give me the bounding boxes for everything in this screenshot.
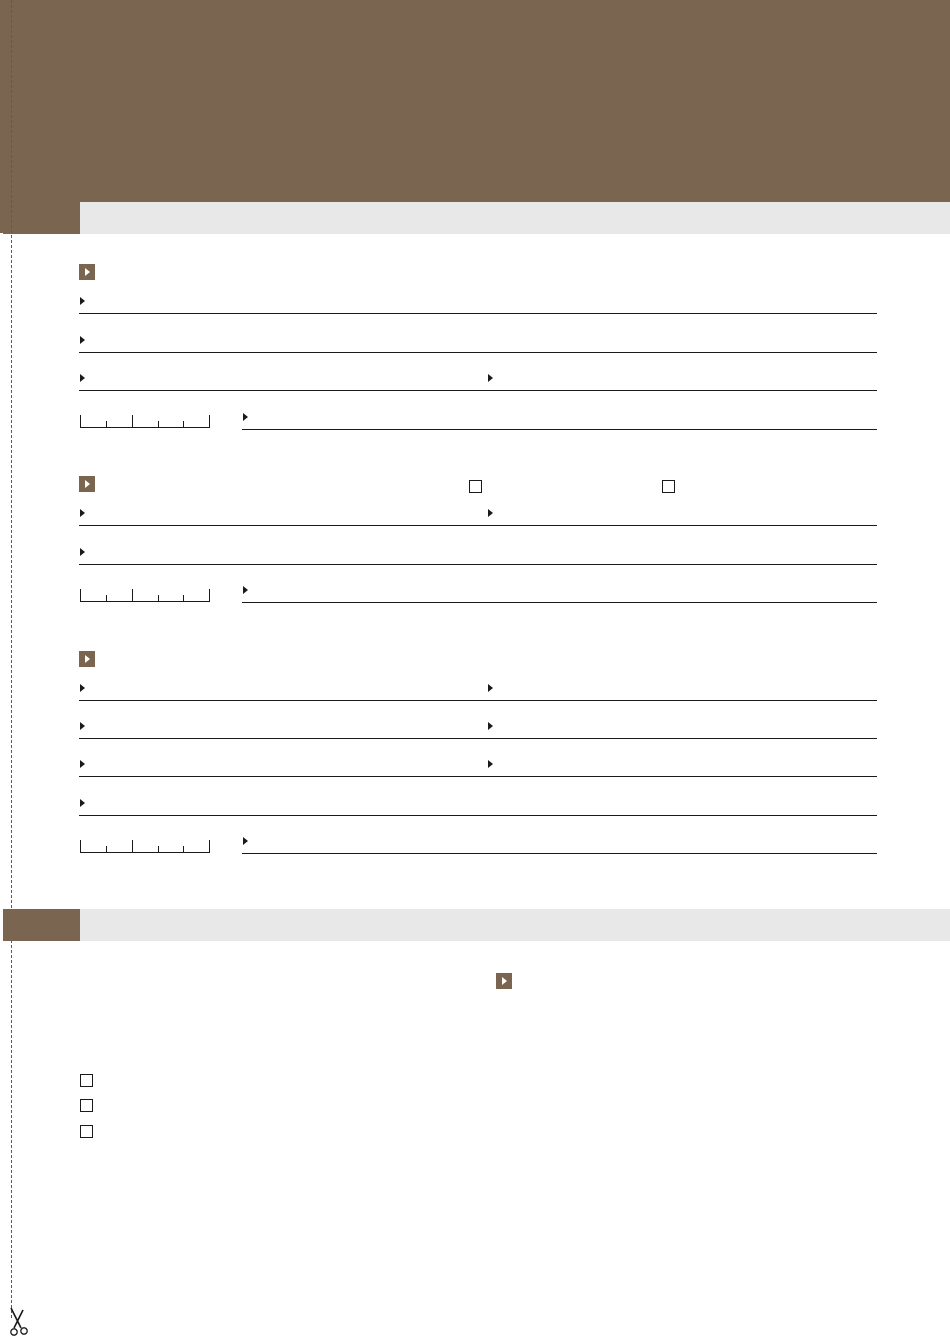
group-a-field-4[interactable] (487, 372, 877, 391)
comb-tick (183, 846, 184, 852)
group-b-heading-icon (79, 476, 95, 492)
group-b-field-1[interactable] (79, 507, 489, 526)
section-2-option-2-checkbox[interactable] (80, 1099, 93, 1112)
section-2-strip (80, 909, 950, 941)
group-c-field-6[interactable] (487, 758, 877, 777)
section-2-tab (3, 909, 80, 941)
group-a-heading-icon (79, 264, 95, 280)
group-c-field-5[interactable] (79, 758, 489, 777)
scissors-icon (3, 1304, 33, 1338)
section-1-strip (80, 202, 950, 234)
group-a-field-2[interactable] (79, 334, 877, 353)
comb-tick (158, 846, 159, 852)
group-b-checkbox-2[interactable] (662, 480, 675, 493)
group-c-postal-code-box[interactable] (80, 840, 210, 853)
comb-tick (183, 595, 184, 601)
group-c-field-3[interactable] (79, 720, 489, 739)
group-a-field-3[interactable] (79, 372, 489, 391)
comb-tick (158, 421, 159, 427)
group-c-field-8[interactable] (242, 835, 877, 854)
group-b-field-4[interactable] (242, 584, 877, 603)
comb-tick (106, 595, 107, 601)
comb-tick (183, 421, 184, 427)
comb-tick (132, 840, 133, 852)
cut-guide-line (11, 0, 12, 1318)
group-c-field-7[interactable] (79, 797, 877, 816)
group-c-heading-icon (79, 651, 95, 667)
group-a-field-1[interactable] (79, 295, 877, 314)
group-c-field-4[interactable] (487, 720, 877, 739)
group-b-field-2[interactable] (487, 507, 877, 526)
section-2-bar (3, 909, 950, 941)
group-a-field-5[interactable] (242, 411, 877, 430)
section-1-bar (3, 202, 950, 234)
comb-tick (132, 589, 133, 601)
section-2-heading-icon (496, 973, 512, 989)
group-b-postal-code-box[interactable] (80, 589, 210, 602)
header-banner (0, 0, 950, 233)
comb-tick (106, 421, 107, 427)
group-c-field-1[interactable] (79, 682, 489, 701)
comb-tick (132, 415, 133, 427)
group-b-checkbox-1[interactable] (469, 480, 482, 493)
group-a-postal-code-box[interactable] (80, 415, 210, 428)
comb-tick (106, 846, 107, 852)
group-c-field-2[interactable] (487, 682, 877, 701)
section-2-option-3-checkbox[interactable] (80, 1125, 93, 1138)
section-1-tab (3, 202, 80, 234)
group-b-field-3[interactable] (79, 546, 877, 565)
comb-tick (158, 595, 159, 601)
section-2-option-1-checkbox[interactable] (80, 1074, 93, 1087)
